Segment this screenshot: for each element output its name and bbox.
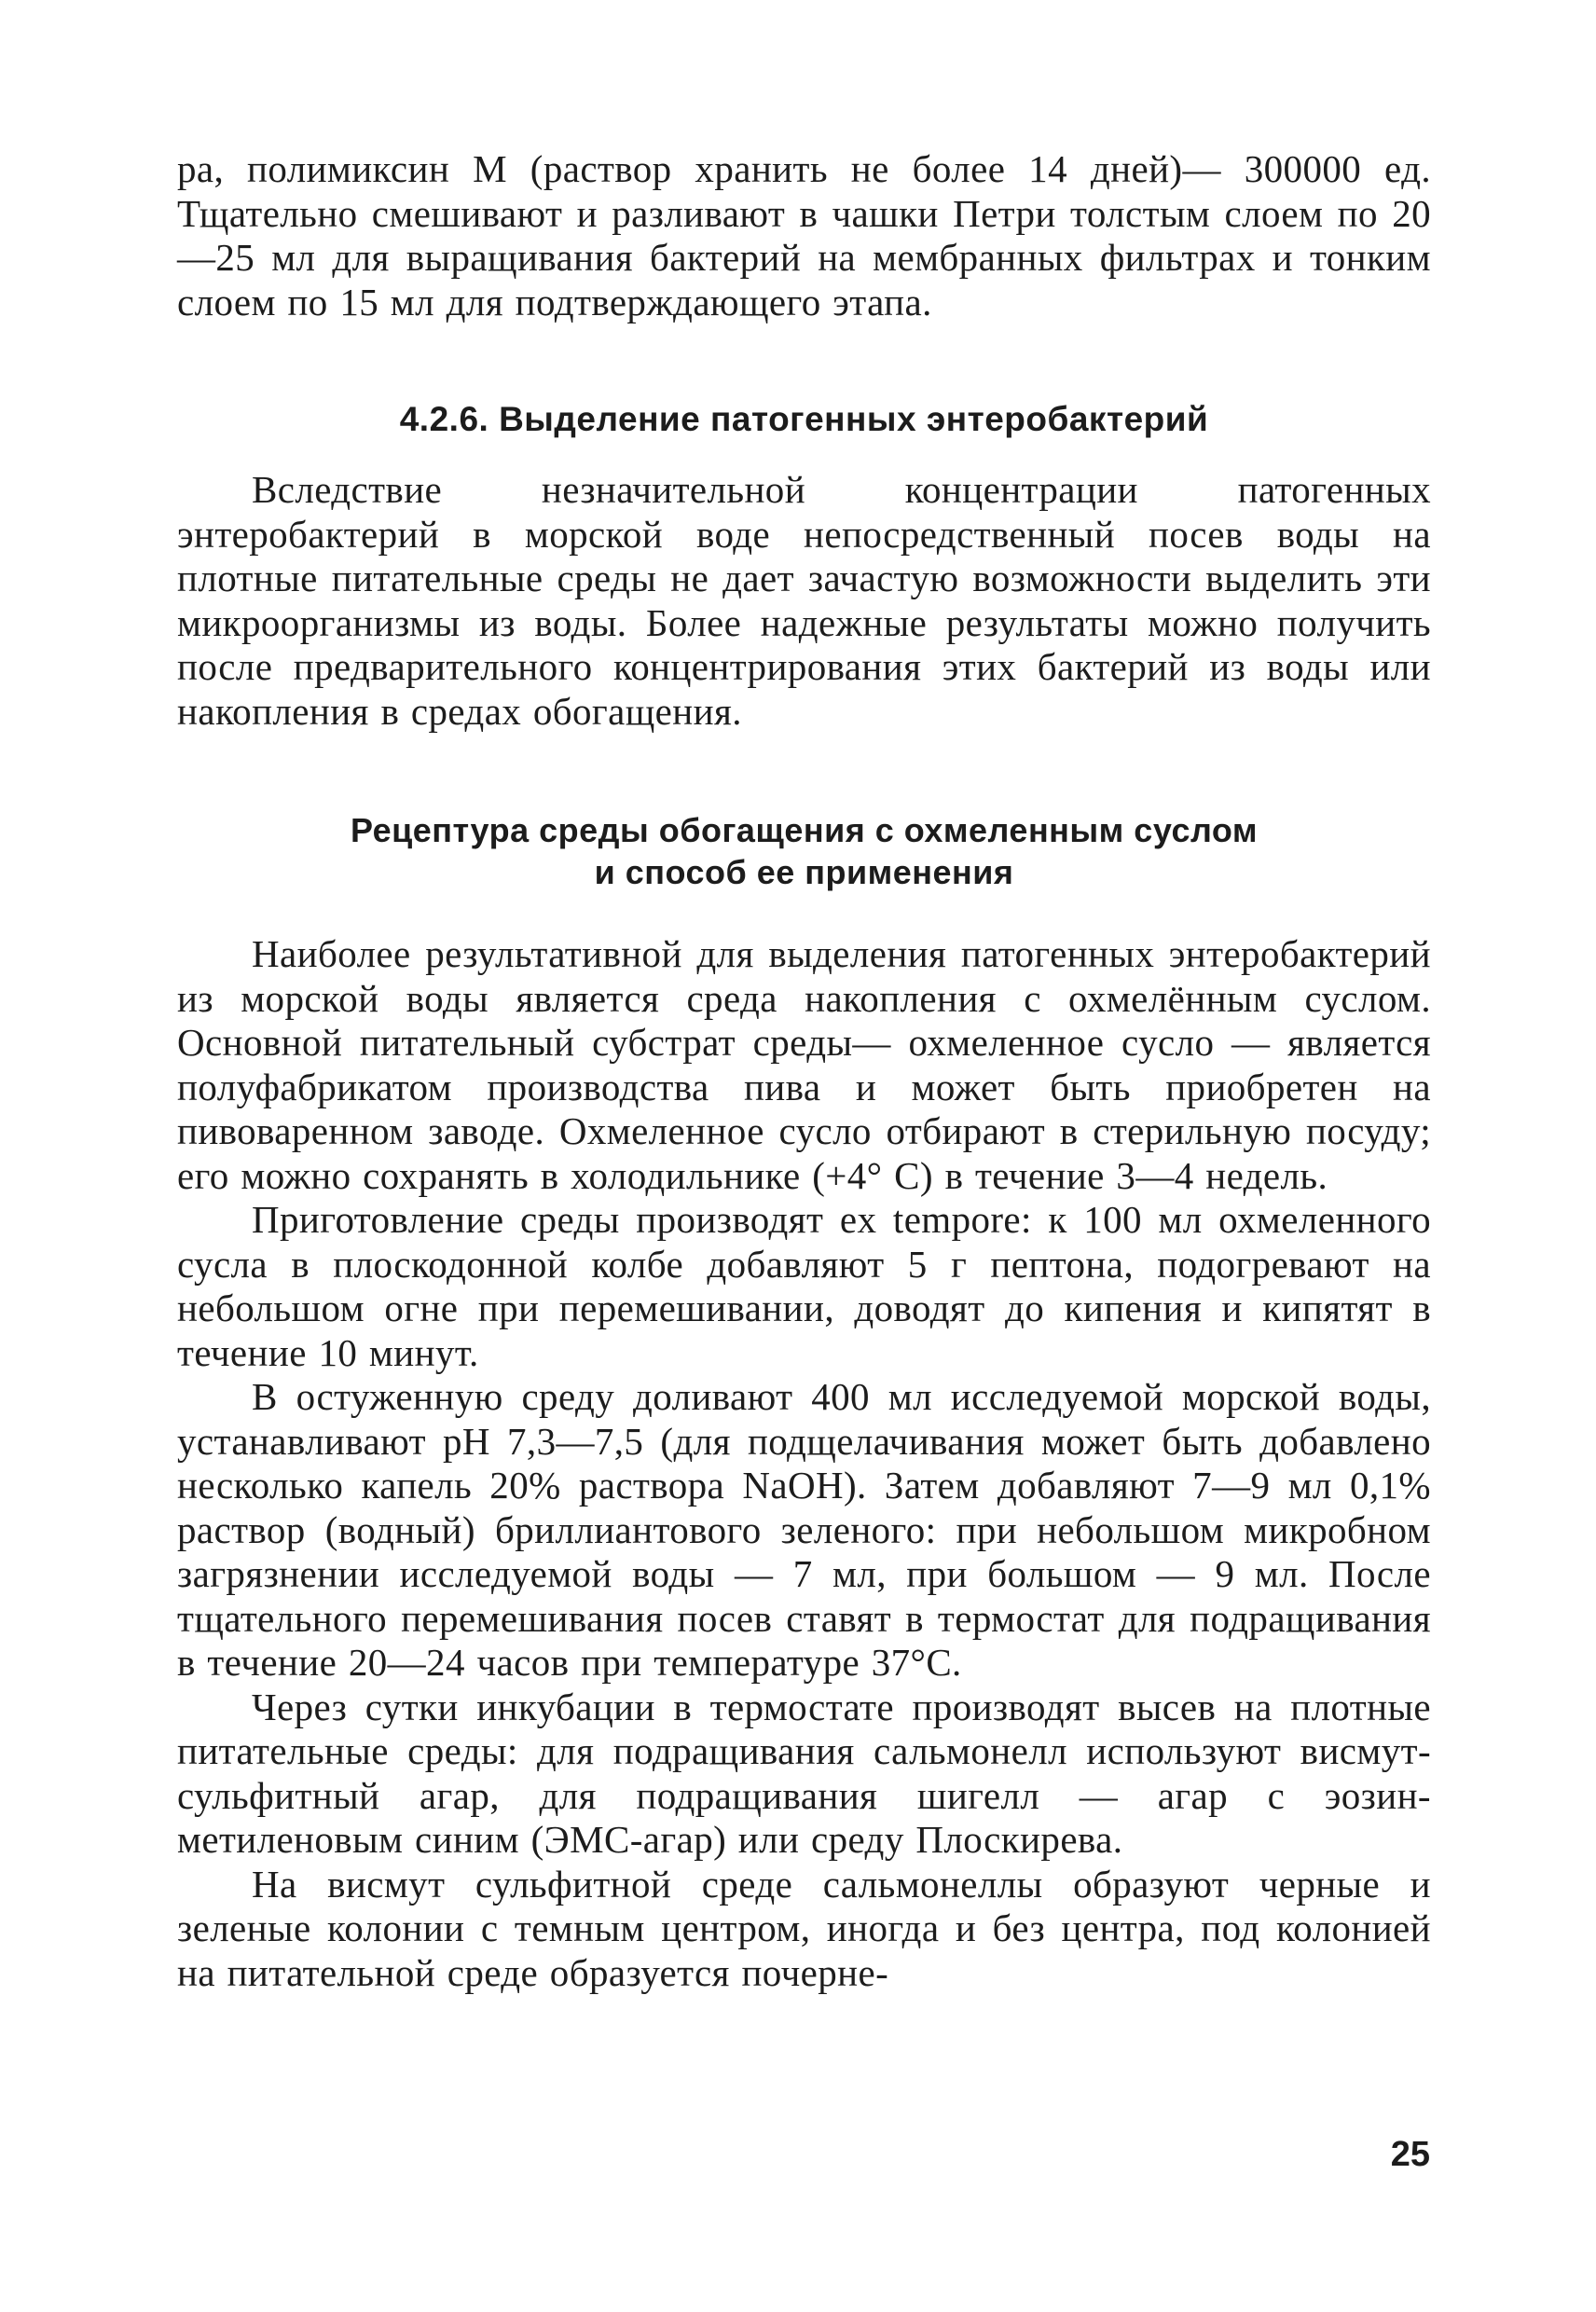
paragraph-text: ра, полимиксин М (раствор хранить не более 14 дней)— 300000 ед. Тщательно смешивают и разливают в чашки Петри толстым слоем по 20—25 мл для выращивания бактерий на мембранных фильтрах и тонким слоем по 15 мл для подтверждающего этапа. <box>177 147 1431 323</box>
continued-paragraph <box>177 147 1431 324</box>
paragraph-2: Приготовление среды производят ex tempore: к 100 мл охмеленного сусла в плоскодонной колбе добавляют 5 г пептона, подогревают на небольшом огне при перемешивании, доводят до кипения и кипятят в течение 10 минут. <box>177 1198 1431 1374</box>
paragraph-4: Через сутки инкубации в термостате производят высев на плотные питательные среды: для подращивания сальмонелл используют висмут-сульфитный агар, для подращивания шигелл — агар с эозин-метиленовым синим (ЭМС-агар) или среду Плоскирева. <box>177 1685 1431 1861</box>
paragraph-1: Наиболее результативной для выделения патогенных энтеробактерий из морской воды является среда накопления с охмелённым суслом. Основной питательный субстрат среды— охмеленное сусло — является полуфабрикатом производства пива и может быть приобретен на пивоваренном заводе. Охмеленное сусло отбирают в стерильную посуду; его можно сохранять в холодильнике (+4° С) в течение 3—4 недель. <box>177 932 1431 1197</box>
page-number: 25 <box>1390 2135 1430 2174</box>
intro-paragraph <box>177 468 1431 734</box>
paragraph-text: Вследствие незначительной концентрации патогенных энтеробактерий в морской воде непосредственный посев воды на плотные питательные среды не дает зачастую возможности выделить эти микроорганизмы из воды. Более надежные результаты можно получить после предварительного концентрирования этих бактерий из воды или накопления в средах обогащения. <box>177 468 1431 733</box>
paragraph-5: На висмут сульфитной среде сальмонеллы образуют черные и зеленые колонии с темным центром, иногда и без центра, под колонией на питательной среде образуется почерне- <box>177 1862 1431 1994</box>
subheading-line-2: и способ ее применения <box>594 853 1014 891</box>
subheading-line-1: Рецептура среды обогащения с охмеленным суслом <box>350 811 1259 849</box>
body-text <box>177 932 1431 1995</box>
section-heading: 4.2.6. Выделение патогенных энтеробактерий <box>399 400 1209 438</box>
paragraph-3: В остуженную среду доливают 400 мл исследуемой морской воды, устанавливают рН 7,3—7,5 (для подщелачивания может быть добавлено несколько капель 20% раствора NaOH). Затем добавляют 7—9 мл 0,1% раствор (водный) бриллиантового зеленого: при небольшом микробном загрязнении исследуемой воды — 7 мл, при большом — 9 мл. После тщательного перемешивания посев ставят в термостат для подращивания в течение 20—24 часов при температуре 37°С. <box>177 1375 1431 1684</box>
